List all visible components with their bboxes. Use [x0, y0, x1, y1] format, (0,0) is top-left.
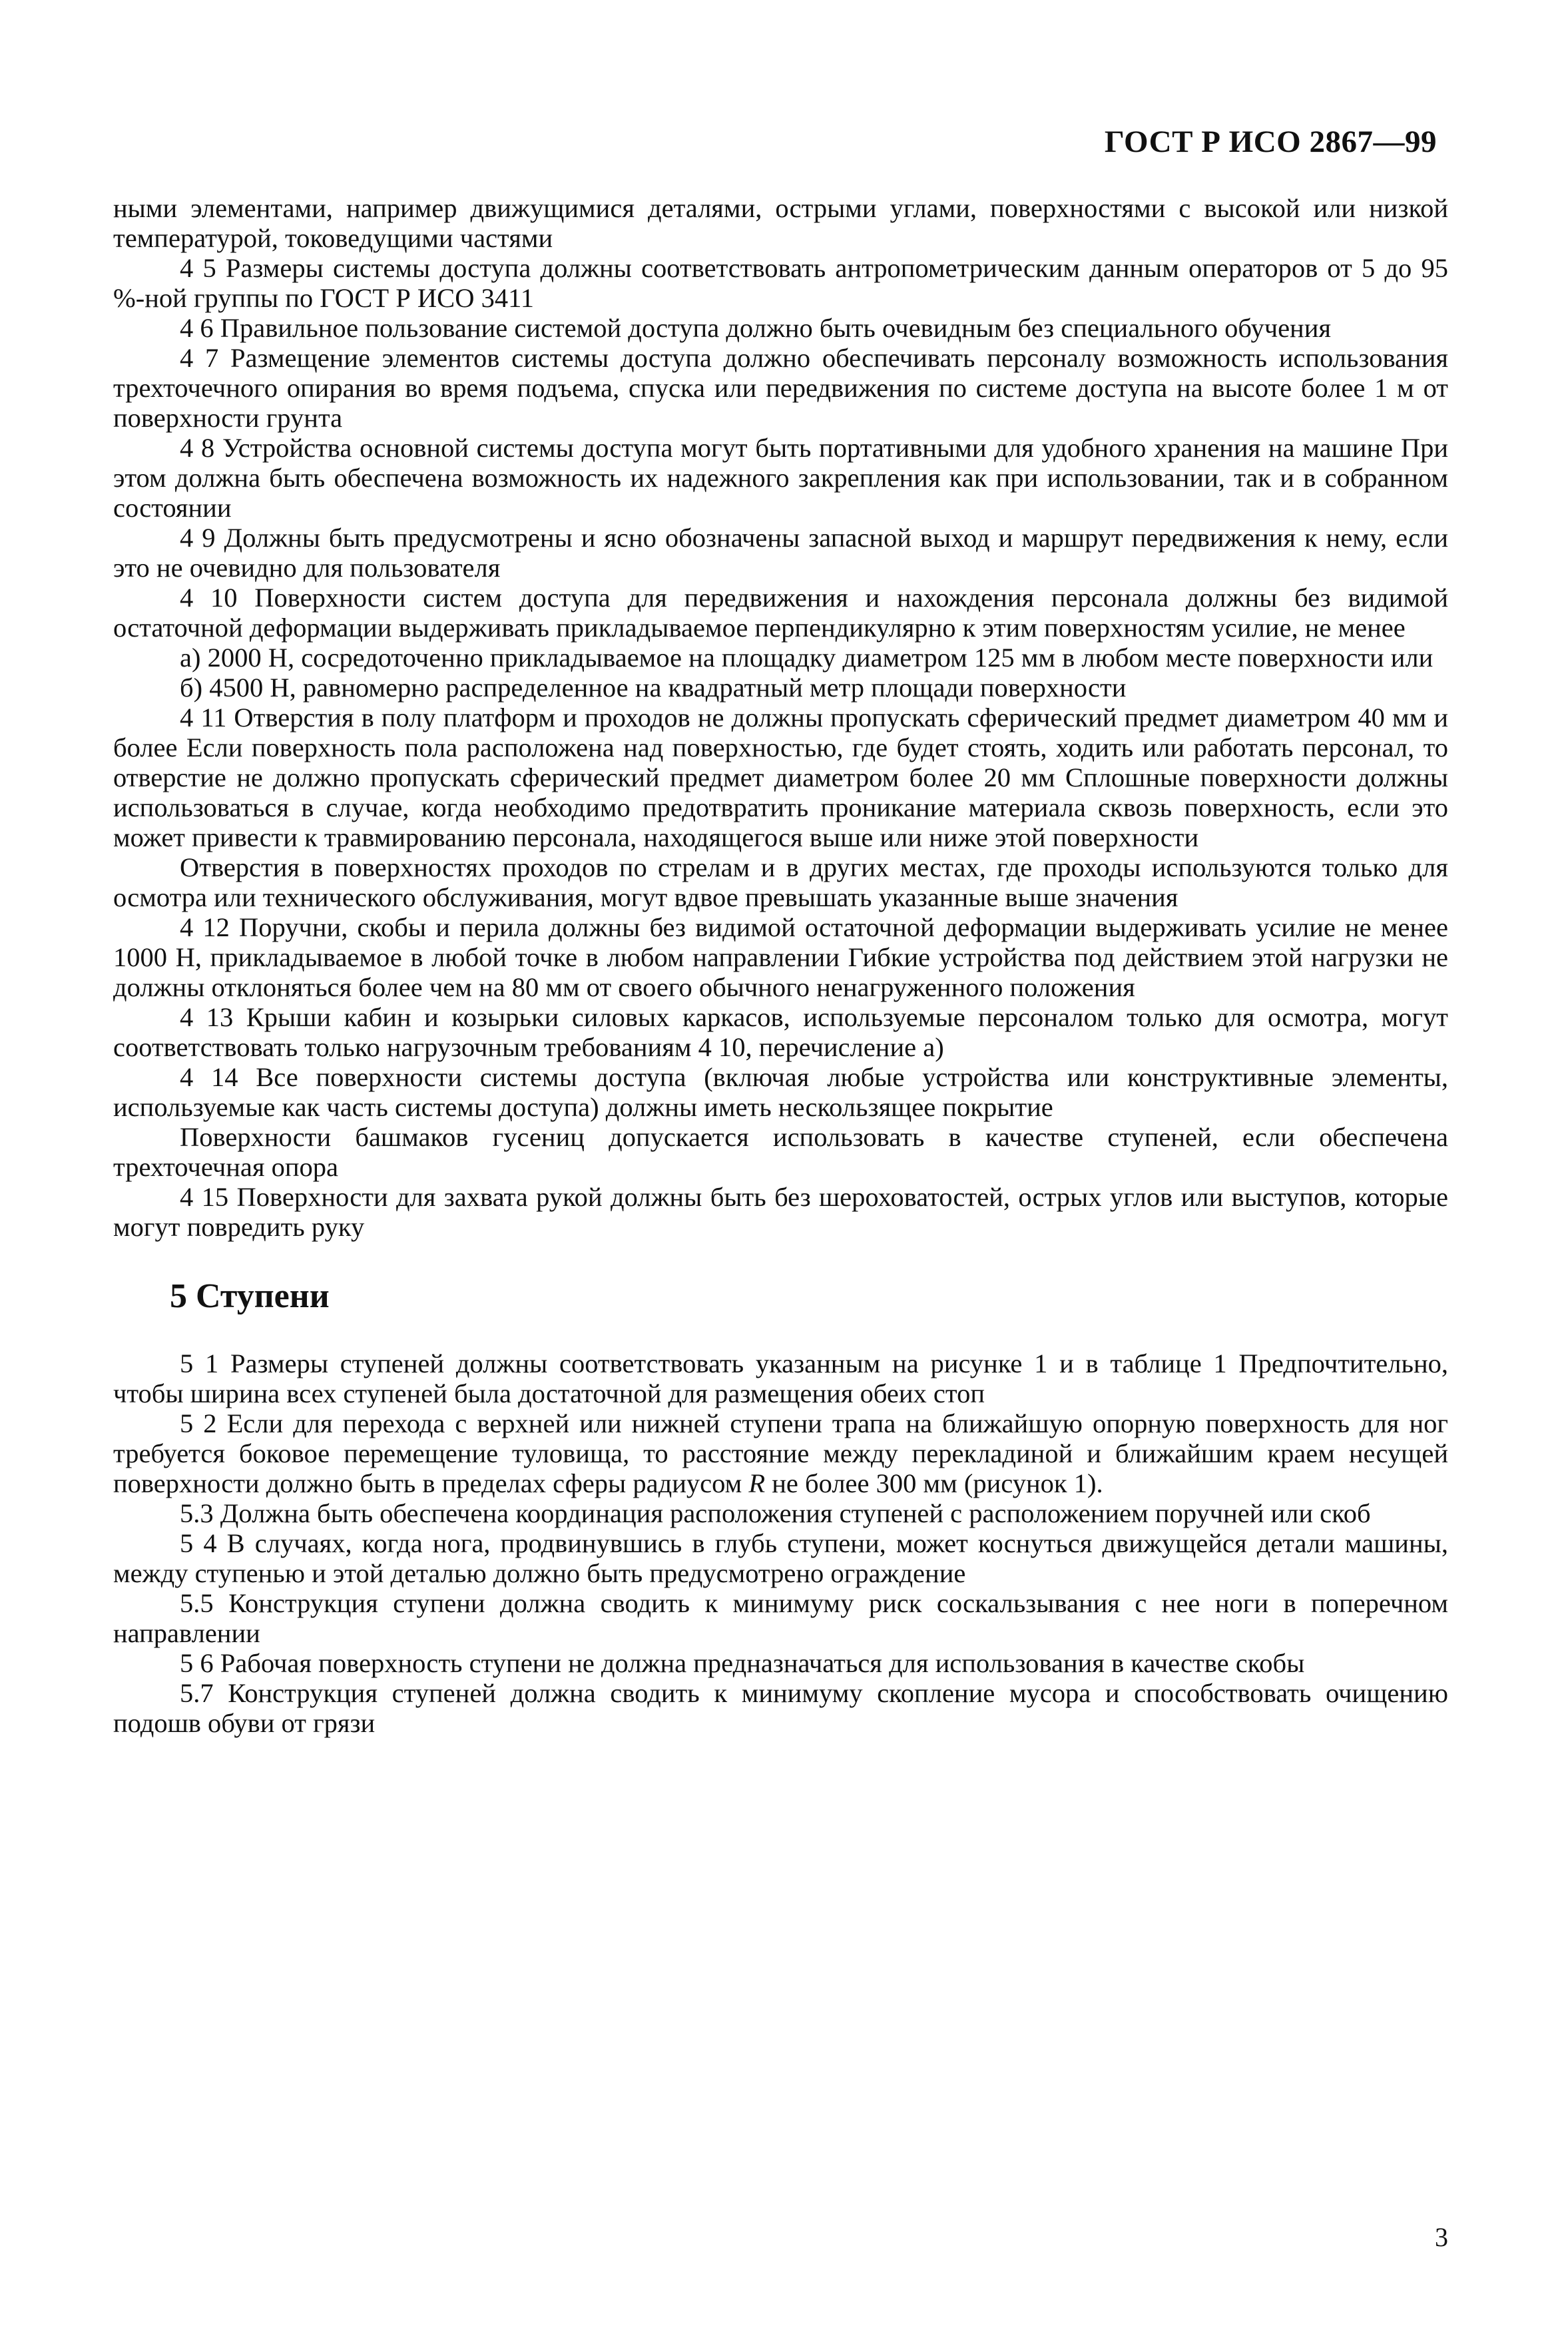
paragraph-4-5: 4 5 Размеры системы доступа должны соответствовать антропометрическим данным операторов от 5 до 95 %-ной группы по ГОСТ Р ИСО 3411 — [113, 253, 1448, 313]
paragraph-4-14: 4 14 Все поверхности системы доступа (включая любые устройства или конструктивные элементы, используемые как часть системы доступа) должны иметь нескользящее покрытие — [113, 1062, 1448, 1122]
paragraph-4-11-note: Отверстия в поверхностях проходов по стрелам и в других местах, где проходы используются только для осмотра или технического обслуживания, могут вдвое превышать указанные выше значения — [113, 852, 1448, 912]
paragraph-4-8: 4 8 Устройства основной системы доступа могут быть портативными для удобного хранения на машине При этом должна быть обеспечена возможность их надежного закрепления как при использовании, так и в собранном состоянии — [113, 433, 1448, 523]
radius-symbol: R — [748, 1468, 766, 1498]
paragraph-4-12: 4 12 Поручни, скобы и перила должны без видимой остаточной деформации выдерживать усилие не менее 1000 Н, прикладываемое в любой точке в любом направлении Гибкие устройства под действием этой нагрузки не должны отклоняться более чем на 80 мм от своего обычного ненагруженного положения — [113, 912, 1448, 1002]
paragraph-5-4: 5 4 В случаях, когда нога, продвинувшись в глубь ступени, может коснуться движущейся детали машины, между ступенью и этой деталью должно быть предусмотрено ограждение — [113, 1528, 1448, 1588]
page-number: 3 — [1435, 2222, 1448, 2252]
paragraph-5-1: 5 1 Размеры ступеней должны соответствовать указанным на рисунке 1 и в таблице 1 Предпочтительно, чтобы ширина всех ступеней была достаточной для размещения обеих стоп — [113, 1348, 1448, 1408]
paragraph-4-9: 4 9 Должны быть предусмотрены и ясно обозначены запасной выход и маршрут передвижения к нему, если это не очевидно для пользователя — [113, 523, 1448, 583]
paragraph-4-15: 4 15 Поверхности для захвата рукой должны быть без шероховатостей, острых углов или выступов, которые могут повредить руку — [113, 1182, 1448, 1242]
paragraph-5-5: 5.5 Конструкция ступени должна сводить к минимуму риск соскальзывания с нее ноги в поперечном направлении — [113, 1588, 1448, 1648]
paragraph-5-6: 5 6 Рабочая поверхность ступени не должна предназначаться для использования в качестве скобы — [180, 1648, 1305, 1678]
paragraph-4-6: 4 6 Правильное пользование системой доступа должно быть очевидным без специального обучения — [180, 313, 1332, 343]
document-code-header: ГОСТ Р ИСО 2867—99 — [1104, 125, 1437, 159]
paragraph-4-10: 4 10 Поверхности систем доступа для передвижения и нахождения персонала должны без видимой остаточной деформации выдерживать прикладываемое перпендикулярно к этим поверхностям усилие, не менее — [113, 583, 1448, 643]
paragraph-5-2-text-start: 5 2 Если для перехода с верхней или нижней ступени трапа на ближайшую опорную поверхность для ног требуется боковое перемещение туловища, то расстояние между перекладиной и ближайшим краем несущей поверхности должно быть в пределах сферы радиусом — [113, 1408, 1448, 1498]
paragraph-4-14-note: Поверхности башмаков гусениц допускается использовать в качестве ступеней, если обеспечена трехточечная опора — [113, 1122, 1448, 1182]
paragraph-4-10-item-a: а) 2000 Н, сосредоточенно прикладываемое на площадку диаметром 125 мм в любом месте поверхности или — [180, 643, 1434, 673]
section-5-heading: 5 Ступени — [170, 1277, 330, 1315]
paragraph-4-7: 4 7 Размещение элементов системы доступа должно обеспечивать персоналу возможность использования трехточечного опирания во время подъема, спуска или передвижения по системе доступа на высоте более 1 м от поверхности грунта — [113, 343, 1448, 433]
paragraph-4-13: 4 13 Крыши кабин и козырьки силовых каркасов, используемые персоналом только для осмотра, могут соответствовать только нагрузочным требованиям 4 10, перечисление а) — [113, 1002, 1448, 1062]
document-body — [113, 193, 1448, 1738]
paragraph-5-2 — [113, 1408, 1448, 1498]
paragraph-5-2-text-end: не более 300 мм (рисунок 1). — [772, 1468, 1103, 1498]
paragraph-4-10-item-b: б) 4500 Н, равномерно распределенное на квадратный метр площади поверхности — [180, 673, 1127, 703]
paragraph-continuation: ными элементами, например движущимися деталями, острыми углами, поверхностями с высокой или низкой температурой, токоведущими частями — [113, 193, 1448, 253]
paragraph-5-3: 5.3 Должна быть обеспечена координация расположения ступеней с расположением поручней или скоб — [180, 1498, 1371, 1528]
paragraph-5-7: 5.7 Конструкция ступеней должна сводить к минимуму скопление мусора и способствовать очищению подошв обуви от грязи — [113, 1678, 1448, 1738]
paragraph-4-11: 4 11 Отверстия в полу платформ и проходов не должны пропускать сферический предмет диаметром 40 мм и более Если поверхность пола расположена над поверхностью, где будет стоять, ходить или работать персонал, то отверстие не должно пропускать сферический предмет диаметром более 20 мм Сплошные поверхности должны использоваться в случае, когда необходимо предотвратить проникание материала сквозь поверхность, если это может привести к травмированию персонала, находящегося выше или ниже этой поверхности — [113, 703, 1448, 852]
